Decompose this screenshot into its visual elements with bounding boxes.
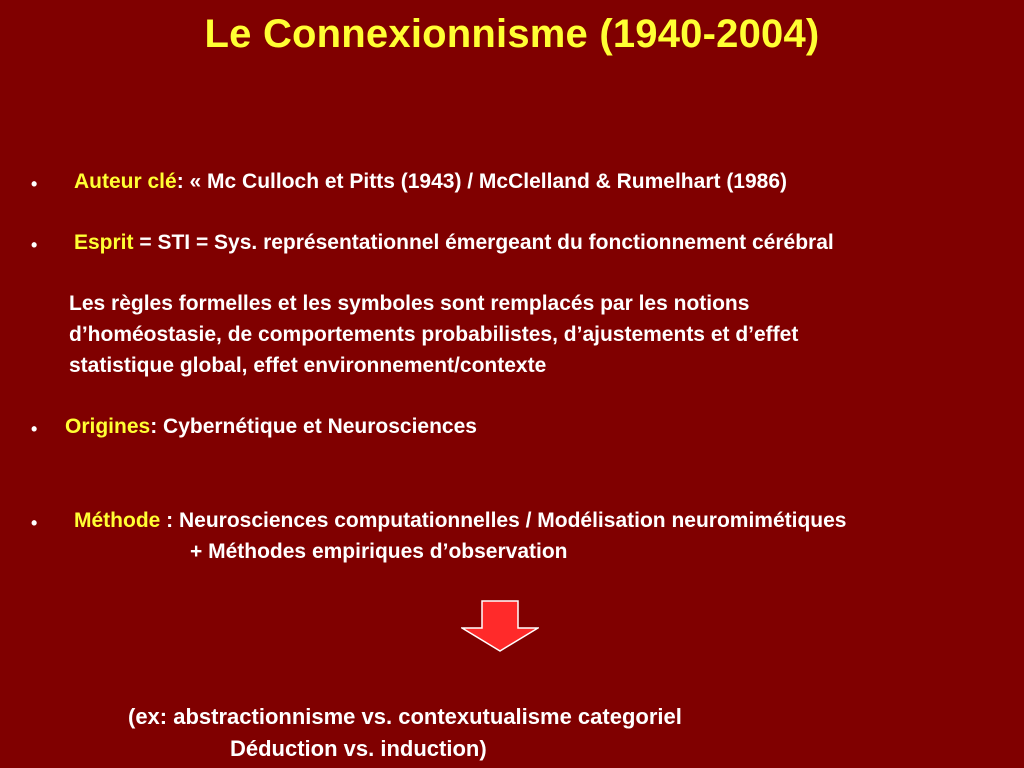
paragraph-line-1: Les règles formelles et les symboles sont remplacés par les notions: [69, 292, 750, 315]
bullet-methode: [74, 509, 846, 533]
text-methode: : Neurosciences computationnelles / Modélisation neuromimétiques: [166, 509, 847, 532]
down-arrow-icon: [461, 600, 539, 652]
conclusion-line-2: Déduction vs. induction): [230, 736, 487, 761]
bullet-esprit: [74, 231, 834, 255]
bullet-dot: •: [31, 235, 38, 255]
keyword-origines: Origines: [65, 415, 151, 438]
keyword-methode: Méthode: [74, 509, 167, 532]
text-auteur-cle: : « Mc Culloch et Pitts (1943) / McClelland & Rumelhart (1986): [176, 170, 788, 193]
bullet-origines: [65, 415, 477, 439]
paragraph-line-3: statistique global, effet environnement/contexte: [69, 354, 547, 377]
bullet-dot: •: [31, 419, 38, 439]
text-esprit: = STI = Sys. représentationnel émergeant du fonctionnement cérébral: [133, 231, 834, 254]
methode-continuation: + Méthodes empiriques d’observation: [190, 540, 568, 563]
conclusion-line-1: (ex: abstractionnisme vs. contexutualisme categoriel: [128, 704, 682, 729]
paragraph-line-2: d’homéostasie, de comportements probabilistes, d’ajustements et d’effet: [69, 323, 799, 346]
bullet-dot: •: [31, 174, 38, 194]
bullet-auteur-cle: [74, 170, 787, 194]
bullet-dot: •: [31, 513, 38, 533]
keyword-auteur-cle: Auteur clé: [74, 170, 177, 193]
keyword-esprit: Esprit: [74, 231, 134, 254]
text-origines: : Cybernétique et Neurosciences: [150, 415, 477, 438]
slide-title: Le Connexionnisme (1940-2004): [204, 12, 820, 56]
